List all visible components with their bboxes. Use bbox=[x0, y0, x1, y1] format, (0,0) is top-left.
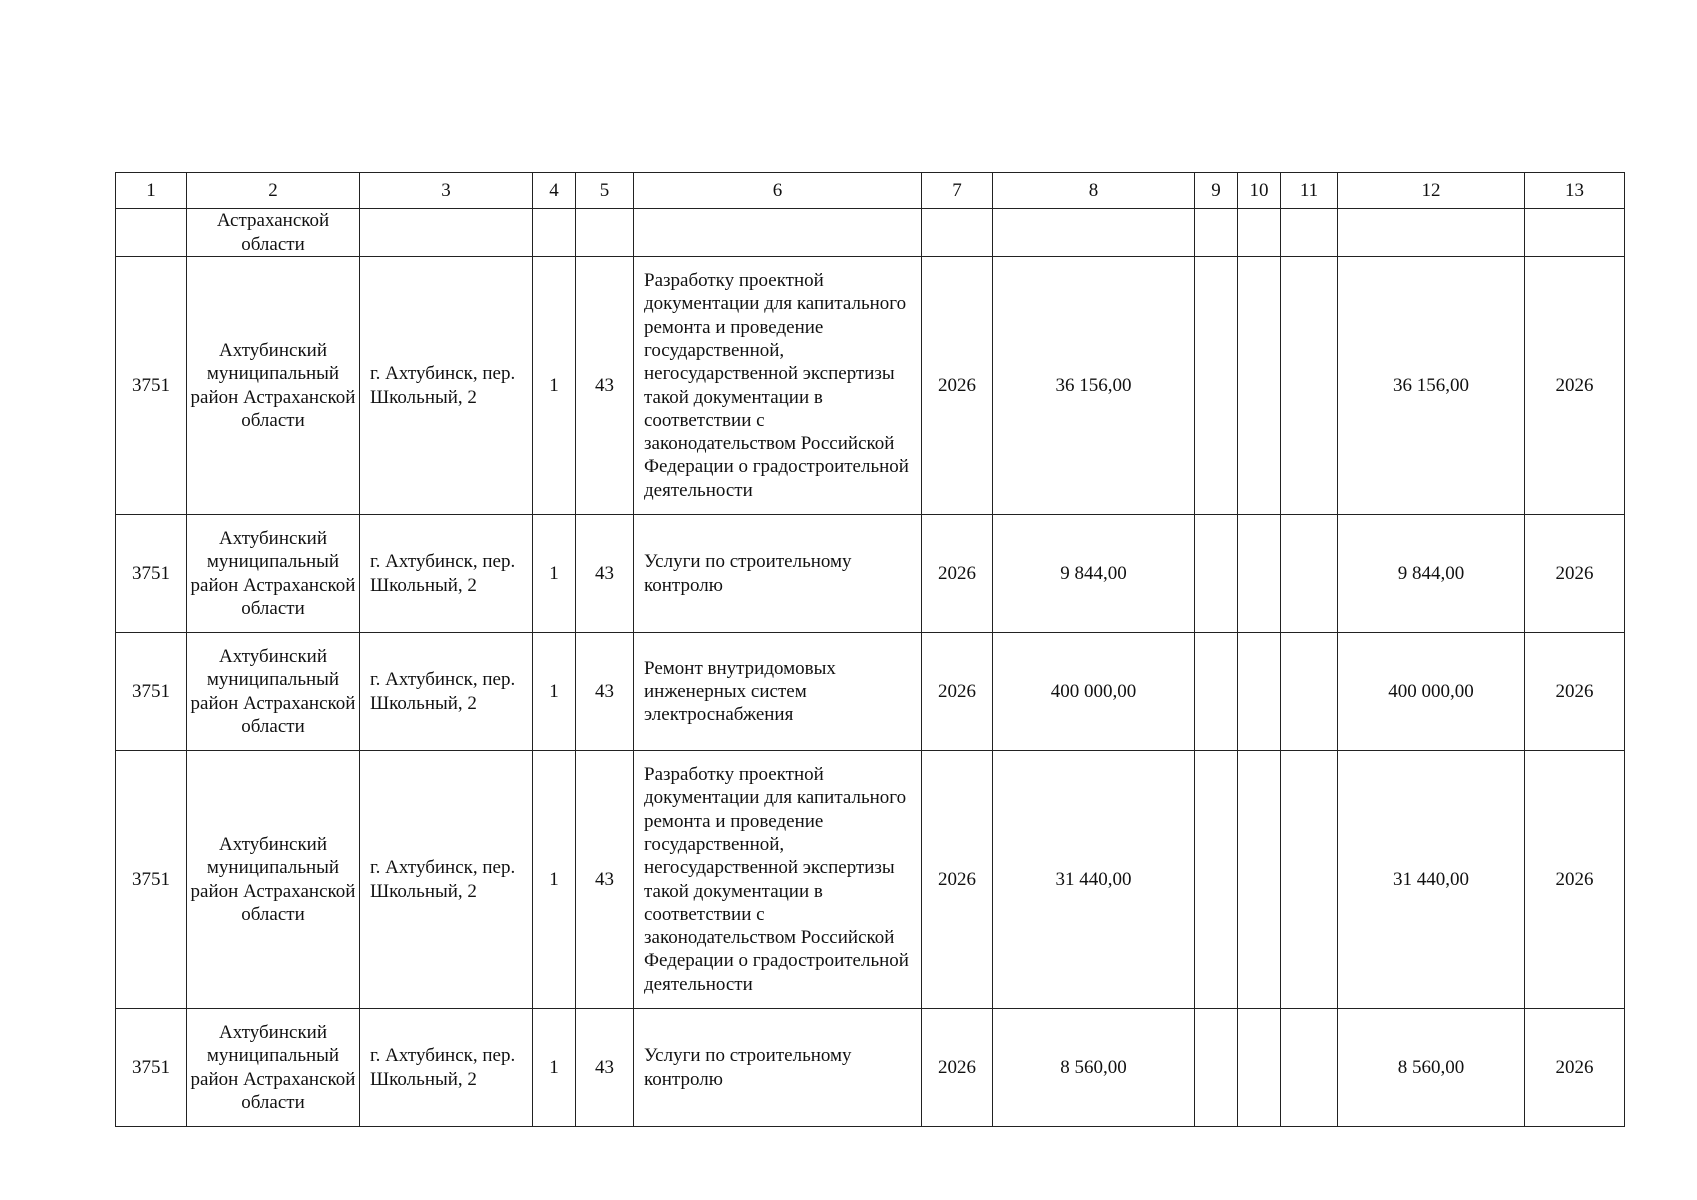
column-number: 3 bbox=[360, 173, 533, 209]
table-cell bbox=[1195, 1009, 1238, 1127]
year-cell: 2026 bbox=[922, 515, 993, 633]
table-cell bbox=[1238, 633, 1281, 751]
table-cell: 43 bbox=[576, 1009, 634, 1127]
table-cell: 1 bbox=[533, 751, 576, 1009]
work-type-cell: Ремонт внутридомовых инженерных систем электроснабжения bbox=[634, 633, 922, 751]
amount-cell: 400 000,00 bbox=[1338, 633, 1525, 751]
table-cell: 43 bbox=[576, 633, 634, 751]
table-cell bbox=[116, 209, 187, 257]
table-cell bbox=[1281, 209, 1338, 257]
table-row bbox=[116, 633, 1625, 751]
table-cell bbox=[1238, 257, 1281, 515]
table-cell: 1 bbox=[533, 1009, 576, 1127]
column-number: 12 bbox=[1338, 173, 1525, 209]
table-cell bbox=[1195, 633, 1238, 751]
column-number: 4 bbox=[533, 173, 576, 209]
column-number: 1 bbox=[116, 173, 187, 209]
table-cell: 43 bbox=[576, 257, 634, 515]
amount-cell: 36 156,00 bbox=[1338, 257, 1525, 515]
municipality-cell: Ахтубинский муниципальный район Астраханской области bbox=[187, 751, 360, 1009]
amount-cell: 400 000,00 bbox=[993, 633, 1195, 751]
amount-cell: 9 844,00 bbox=[1338, 515, 1525, 633]
amount-cell: 9 844,00 bbox=[993, 515, 1195, 633]
table-cell bbox=[634, 209, 922, 257]
amount-cell: 31 440,00 bbox=[993, 751, 1195, 1009]
table-cell bbox=[1238, 515, 1281, 633]
amount-cell: 8 560,00 bbox=[1338, 1009, 1525, 1127]
column-number: 11 bbox=[1281, 173, 1338, 209]
municipality-cell: Ахтубинский муниципальный район Астраханской области bbox=[187, 633, 360, 751]
table-row bbox=[116, 515, 1625, 633]
table-cell bbox=[1195, 257, 1238, 515]
year-cell: 2026 bbox=[922, 257, 993, 515]
municipality-cell: Астраханской области bbox=[187, 209, 360, 257]
table-cell bbox=[922, 209, 993, 257]
table-cell: 1 bbox=[533, 633, 576, 751]
code-cell: 3751 bbox=[116, 751, 187, 1009]
year-cell: 2026 bbox=[922, 633, 993, 751]
table-cell: 1 bbox=[533, 515, 576, 633]
table-cell bbox=[533, 209, 576, 257]
year-cell: 2026 bbox=[1525, 257, 1625, 515]
table-cell bbox=[1238, 209, 1281, 257]
works-table bbox=[115, 172, 1625, 1127]
work-type-cell: Услуги по строительному контролю bbox=[634, 1009, 922, 1127]
year-cell: 2026 bbox=[1525, 1009, 1625, 1127]
year-cell: 2026 bbox=[1525, 633, 1625, 751]
table-cell: 43 bbox=[576, 751, 634, 1009]
address-cell: г. Ахтубинск, пер. Школьный, 2 bbox=[360, 751, 533, 1009]
year-cell: 2026 bbox=[922, 751, 993, 1009]
year-cell: 2026 bbox=[1525, 751, 1625, 1009]
amount-cell: 31 440,00 bbox=[1338, 751, 1525, 1009]
column-number: 9 bbox=[1195, 173, 1238, 209]
table-row bbox=[116, 1009, 1625, 1127]
column-number: 2 bbox=[187, 173, 360, 209]
code-cell: 3751 bbox=[116, 633, 187, 751]
work-type-cell: Разработку проектной документации для капитального ремонта и проведение государственной, негосударственной экспертизы такой документации в соответствии с законодательством Российской Федерации о градостроительной деятельности bbox=[634, 751, 922, 1009]
table-row bbox=[116, 257, 1625, 515]
code-cell: 3751 bbox=[116, 515, 187, 633]
table-cell bbox=[1525, 209, 1625, 257]
work-type-cell: Услуги по строительному контролю bbox=[634, 515, 922, 633]
table-cell bbox=[360, 209, 533, 257]
table-cell bbox=[1195, 515, 1238, 633]
column-number: 6 bbox=[634, 173, 922, 209]
work-type-cell: Разработку проектной документации для капитального ремонта и проведение государственной, негосударственной экспертизы такой документации в соответствии с законодательством Российской Федерации о градостроительной деятельности bbox=[634, 257, 922, 515]
table-cell bbox=[576, 209, 634, 257]
table-cell bbox=[1195, 751, 1238, 1009]
column-number: 7 bbox=[922, 173, 993, 209]
table-cell bbox=[1281, 751, 1338, 1009]
address-cell: г. Ахтубинск, пер. Школьный, 2 bbox=[360, 515, 533, 633]
column-number: 13 bbox=[1525, 173, 1625, 209]
address-cell: г. Ахтубинск, пер. Школьный, 2 bbox=[360, 257, 533, 515]
table-cell bbox=[993, 209, 1195, 257]
column-number: 8 bbox=[993, 173, 1195, 209]
table-cell bbox=[1281, 515, 1338, 633]
year-cell: 2026 bbox=[922, 1009, 993, 1127]
year-cell: 2026 bbox=[1525, 515, 1625, 633]
column-number-row bbox=[116, 173, 1625, 209]
municipality-cell: Ахтубинский муниципальный район Астраханской области bbox=[187, 1009, 360, 1127]
address-cell: г. Ахтубинск, пер. Школьный, 2 bbox=[360, 633, 533, 751]
code-cell: 3751 bbox=[116, 257, 187, 515]
municipality-cell: Ахтубинский муниципальный район Астраханской области bbox=[187, 515, 360, 633]
table-cell bbox=[1195, 209, 1238, 257]
table-cell: 1 bbox=[533, 257, 576, 515]
amount-cell: 36 156,00 bbox=[993, 257, 1195, 515]
address-cell: г. Ахтубинск, пер. Школьный, 2 bbox=[360, 1009, 533, 1127]
code-cell: 3751 bbox=[116, 1009, 187, 1127]
continuation-row bbox=[116, 209, 1625, 257]
column-number: 10 bbox=[1238, 173, 1281, 209]
table-cell bbox=[1281, 257, 1338, 515]
table-cell bbox=[1281, 633, 1338, 751]
table-cell bbox=[1238, 751, 1281, 1009]
table-row bbox=[116, 751, 1625, 1009]
municipality-cell: Ахтубинский муниципальный район Астраханской области bbox=[187, 257, 360, 515]
table-cell bbox=[1338, 209, 1525, 257]
table-cell bbox=[1238, 1009, 1281, 1127]
table-cell bbox=[1281, 1009, 1338, 1127]
column-number: 5 bbox=[576, 173, 634, 209]
table-cell: 43 bbox=[576, 515, 634, 633]
amount-cell: 8 560,00 bbox=[993, 1009, 1195, 1127]
